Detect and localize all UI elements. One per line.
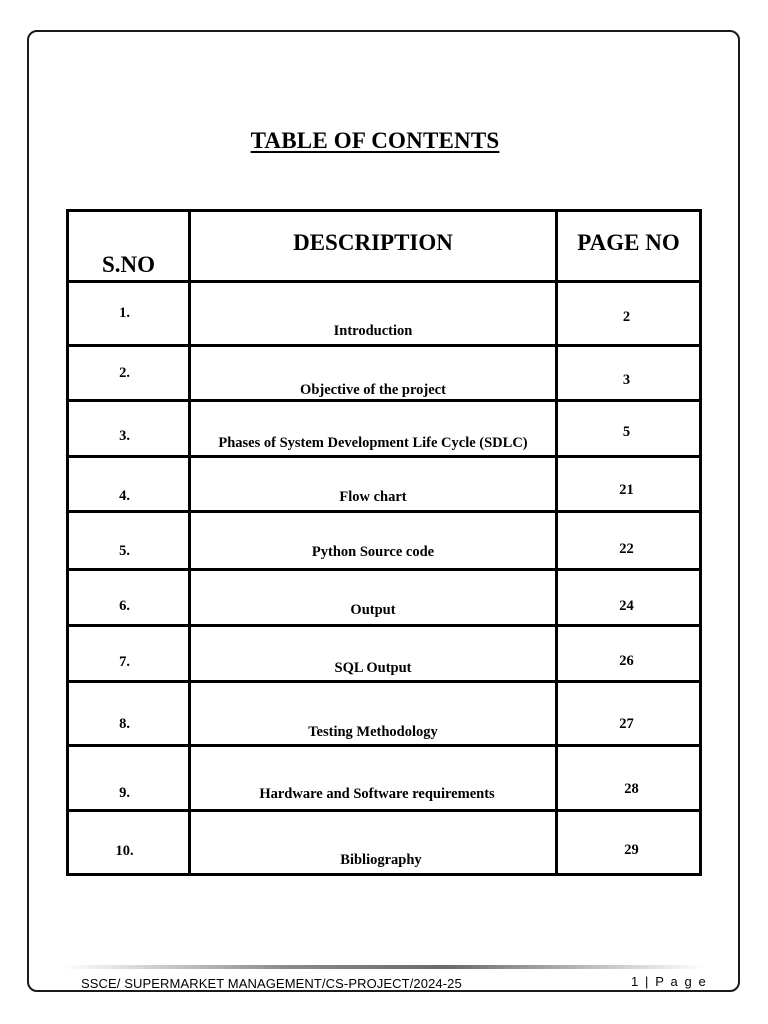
row-page: 27 xyxy=(557,682,701,746)
toc-table xyxy=(66,209,702,876)
row-page: 5 xyxy=(557,401,701,457)
row-page: 2 xyxy=(557,282,701,346)
table-row xyxy=(68,626,701,682)
row-page: 28 xyxy=(557,746,701,811)
page-title: TABLE OF CONTENTS xyxy=(250,128,500,153)
row-sno: 5. xyxy=(68,512,190,570)
footer-project-code: SSCE/ SUPERMARKET MANAGEMENT/CS-PROJECT/2024-25 xyxy=(81,976,462,991)
row-page: 29 xyxy=(557,811,701,875)
row-description: Phases of System Development Life Cycle (SDLC) xyxy=(190,401,557,457)
sno-header: S.NO xyxy=(68,211,190,282)
table-row xyxy=(68,512,701,570)
row-description: Python Source code xyxy=(190,512,557,570)
table-row xyxy=(68,811,701,875)
table-row xyxy=(68,682,701,746)
row-sno: 9. xyxy=(68,746,190,811)
table-row xyxy=(68,570,701,626)
toc-header-row xyxy=(68,211,701,282)
row-description: Testing Methodology xyxy=(190,682,557,746)
row-page: 26 xyxy=(557,626,701,682)
row-page: 22 xyxy=(557,512,701,570)
row-page: 21 xyxy=(557,457,701,512)
row-description: SQL Output xyxy=(190,626,557,682)
table-row xyxy=(68,346,701,401)
footer-divider xyxy=(62,965,704,969)
table-row xyxy=(68,282,701,346)
table-row xyxy=(68,457,701,512)
row-description: Output xyxy=(190,570,557,626)
row-sno: 4. xyxy=(68,457,190,512)
table-row xyxy=(68,746,701,811)
row-page: 24 xyxy=(557,570,701,626)
row-sno: 1. xyxy=(68,282,190,346)
row-description: Introduction xyxy=(190,282,557,346)
row-sno: 7. xyxy=(68,626,190,682)
row-sno: 10. xyxy=(68,811,190,875)
row-description: Flow chart xyxy=(190,457,557,512)
row-sno: 2. xyxy=(68,346,190,401)
table-row xyxy=(68,401,701,457)
row-description: Bibliography xyxy=(190,811,557,875)
row-sno: 3. xyxy=(68,401,190,457)
row-sno: 6. xyxy=(68,570,190,626)
row-page: 3 xyxy=(557,346,701,401)
row-description: Objective of the project xyxy=(190,346,557,401)
page-no-header: PAGE NO xyxy=(557,211,701,282)
row-sno: 8. xyxy=(68,682,190,746)
footer-page-number: 1 | P a g e xyxy=(631,974,708,989)
description-header: DESCRIPTION xyxy=(190,211,557,282)
row-description: Hardware and Software requirements xyxy=(190,746,557,811)
